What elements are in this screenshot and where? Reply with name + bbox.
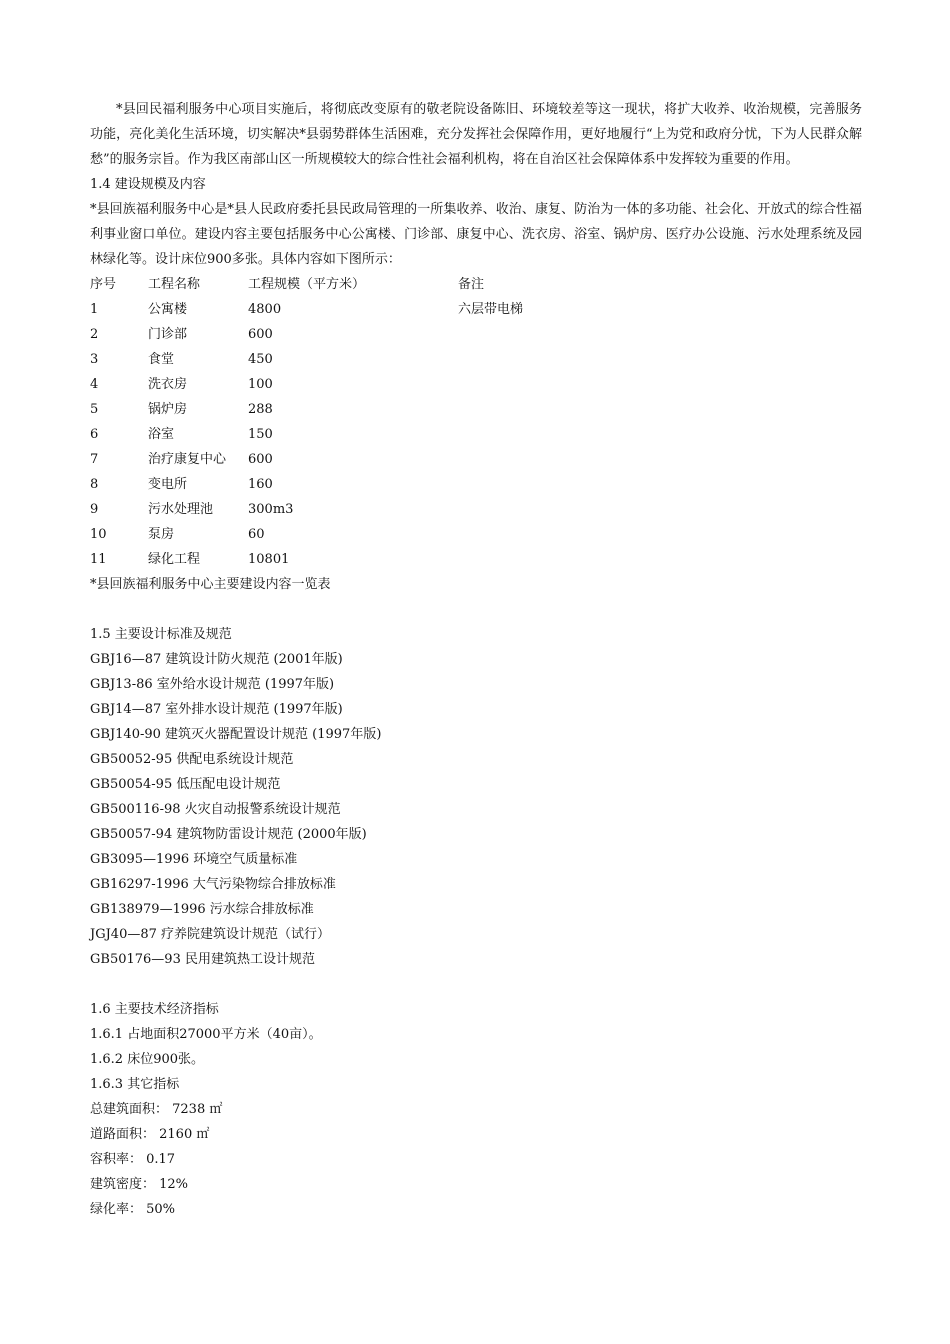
row-project-name: 变电所 bbox=[148, 477, 188, 492]
table-header-row bbox=[90, 272, 862, 297]
spacer bbox=[90, 597, 862, 622]
row-project-scale: 288 bbox=[248, 402, 273, 417]
standard-item: GB50176—93 民用建筑热工设计规范 bbox=[90, 952, 315, 967]
row-remarks bbox=[458, 322, 862, 347]
row-project-name: 锅炉房 bbox=[148, 402, 188, 417]
row-index: 11 bbox=[90, 552, 107, 567]
row-project-name: 泵房 bbox=[148, 527, 175, 542]
standard-item: GBJ16—87 建筑设计防火规范 (2001年版) bbox=[90, 652, 343, 667]
row-remarks: 六层带电梯 bbox=[458, 302, 524, 317]
indicator-item: 绿化率： 50% bbox=[90, 1202, 176, 1217]
row-project-name: 公寓楼 bbox=[148, 302, 188, 317]
row-index: 8 bbox=[90, 477, 99, 492]
row-project-name: 食堂 bbox=[148, 352, 175, 367]
standard-item: GBJ140-90 建筑灭火器配置设计规范 (1997年版) bbox=[90, 727, 382, 742]
indicator-item: 建筑密度： 12% bbox=[90, 1177, 189, 1192]
standard-item: GB138979—1996 污水综合排放标准 bbox=[90, 902, 314, 917]
row-index: 7 bbox=[90, 452, 99, 467]
table-row bbox=[90, 322, 862, 347]
table-row bbox=[90, 422, 862, 447]
table-row bbox=[90, 522, 862, 547]
standard-item: JGJ40—87 疗养院建筑设计规范（试行） bbox=[90, 927, 331, 942]
indicator-item: 道路面积： 2160 ㎡ bbox=[90, 1127, 210, 1142]
table-caption: *县回族福利服务中心主要建设内容一览表 bbox=[90, 577, 331, 592]
row-project-name: 污水处理池 bbox=[148, 502, 214, 517]
section-1-4-heading: 1.4 建设规模及内容 bbox=[90, 177, 206, 192]
row-index: 4 bbox=[90, 377, 99, 392]
section-1-4-body: *县回族福利服务中心是*县人民政府委托县民政局管理的一所集收养、收治、康复、防治为一体的多功能、社会化、开放式的综合性福利事业窗口单位。建设内容主要包括服务中心公寓楼、门诊部、康复中心、洗衣房、浴室、锅炉房、医疗办公设施、污水处理系统及园林绿化等。设计床位900多张。具体内容如下图所示： bbox=[90, 202, 862, 267]
header-project-name: 工程名称 bbox=[148, 277, 201, 292]
row-project-scale: 150 bbox=[248, 427, 273, 442]
indicator-item: 总建筑面积： 7238 ㎡ bbox=[90, 1102, 223, 1117]
row-index: 2 bbox=[90, 327, 99, 342]
row-remarks bbox=[458, 547, 862, 572]
standard-item: GB50052-95 供配电系统设计规范 bbox=[90, 752, 294, 767]
row-remarks bbox=[458, 397, 862, 422]
row-project-scale: 600 bbox=[248, 327, 273, 342]
standard-item: GBJ14—87 室外排水设计规范 (1997年版) bbox=[90, 702, 343, 717]
indicator-item: 容积率： 0.17 bbox=[90, 1152, 176, 1167]
table-row bbox=[90, 497, 862, 522]
row-remarks bbox=[458, 472, 862, 497]
table-row bbox=[90, 547, 862, 572]
row-project-scale: 10801 bbox=[248, 552, 290, 567]
section-1-5-heading: 1.5 主要设计标准及规范 bbox=[90, 627, 232, 642]
construction-table bbox=[90, 272, 862, 572]
indicator-item: 1.6.1 占地面积27000平方米（40亩）。 bbox=[90, 1027, 322, 1042]
row-index: 5 bbox=[90, 402, 99, 417]
row-project-scale: 600 bbox=[248, 452, 273, 467]
row-project-scale: 300m3 bbox=[248, 502, 294, 517]
row-remarks bbox=[458, 522, 862, 547]
row-index: 10 bbox=[90, 527, 107, 542]
intro-paragraph: *县回民福利服务中心项目实施后，将彻底改变原有的敬老院设备陈旧、环境较差等这一现状，将扩大收养、收治规模，完善服务功能，亮化美化生活环境，切实解决*县弱势群体生活困难，充分发挥社会保障作用，更好地履行“上为党和政府分忧，下为人民群众解愁”的服务宗旨。作为我区南部山区一所规模较大的综合性社会福利机构，将在自治区社会保障体系中发挥较为重要的作用。 bbox=[90, 102, 862, 167]
row-project-name: 治疗康复中心 bbox=[148, 452, 227, 467]
section-1-6-heading: 1.6 主要技术经济指标 bbox=[90, 1002, 219, 1017]
standard-item: GB500116-98 火灾自动报警系统设计规范 bbox=[90, 802, 341, 817]
indicator-item: 1.6.2 床位900张。 bbox=[90, 1052, 205, 1067]
standard-item: GB3095—1996 环境空气质量标准 bbox=[90, 852, 298, 867]
header-project-scale: 工程规模（平方米） bbox=[248, 277, 366, 292]
standard-item: GBJ13-86 室外给水设计规范 (1997年版) bbox=[90, 677, 335, 692]
row-index: 1 bbox=[90, 302, 99, 317]
header-remarks: 备注 bbox=[458, 277, 485, 292]
row-project-name: 浴室 bbox=[148, 427, 175, 442]
row-remarks bbox=[458, 347, 862, 372]
row-remarks bbox=[458, 497, 862, 522]
row-project-name: 绿化工程 bbox=[148, 552, 201, 567]
standard-item: GB50057-94 建筑物防雷设计规范 (2000年版) bbox=[90, 827, 367, 842]
table-row bbox=[90, 347, 862, 372]
row-index: 9 bbox=[90, 502, 99, 517]
row-remarks bbox=[458, 447, 862, 472]
row-remarks bbox=[458, 422, 862, 447]
row-project-scale: 100 bbox=[248, 377, 273, 392]
row-project-scale: 160 bbox=[248, 477, 273, 492]
table-row bbox=[90, 447, 862, 472]
row-project-name: 门诊部 bbox=[148, 327, 188, 342]
header-index: 序号 bbox=[90, 277, 117, 292]
standard-item: GB50054-95 低压配电设计规范 bbox=[90, 777, 281, 792]
table-row bbox=[90, 372, 862, 397]
row-index: 3 bbox=[90, 352, 99, 367]
standard-item: GB16297-1996 大气污染物综合排放标准 bbox=[90, 877, 336, 892]
table-row bbox=[90, 397, 862, 422]
row-remarks bbox=[458, 372, 862, 397]
row-project-scale: 60 bbox=[248, 527, 265, 542]
table-row bbox=[90, 472, 862, 497]
indicator-item: 1.6.3 其它指标 bbox=[90, 1077, 180, 1092]
spacer bbox=[90, 972, 862, 997]
row-project-scale: 450 bbox=[248, 352, 273, 367]
row-index: 6 bbox=[90, 427, 99, 442]
row-project-name: 洗衣房 bbox=[148, 377, 188, 392]
table-row bbox=[90, 297, 862, 322]
row-project-scale: 4800 bbox=[248, 302, 282, 317]
